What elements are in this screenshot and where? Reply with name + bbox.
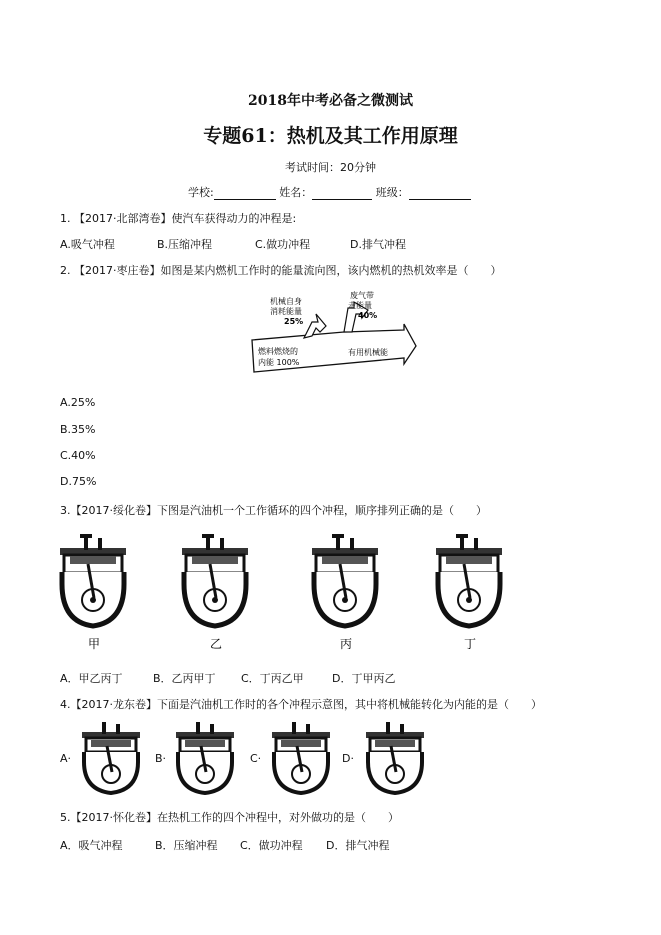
exam-time: 考试时间：20分钟	[285, 161, 376, 174]
q2-option-d[interactable]: D.75%	[60, 475, 97, 488]
q3-option-c[interactable]: C．丁丙乙甲	[241, 672, 304, 685]
mech-loss-line2: 消耗能量	[270, 307, 302, 316]
q1-option-d[interactable]: D.排气冲程	[350, 238, 406, 251]
fuel-line1: 燃料燃烧的	[258, 347, 298, 356]
q3-option-a[interactable]: A．甲乙丙丁	[60, 672, 123, 685]
label-yi: 乙	[210, 637, 223, 651]
q5-option-b[interactable]: B．压缩冲程	[155, 839, 218, 852]
q5-option-c[interactable]: C．做功冲程	[240, 839, 303, 852]
class-blank[interactable]	[409, 187, 471, 200]
engine-ding	[436, 534, 502, 626]
exhaust-line2: 走能量	[348, 301, 372, 310]
name-blank[interactable]	[312, 187, 372, 200]
q4-option-d[interactable]: D·	[342, 752, 354, 765]
info-row	[188, 184, 471, 200]
exhaust-value: 40%	[358, 311, 378, 320]
school-blank[interactable]	[214, 187, 276, 200]
q1-option-a[interactable]: A.吸气冲程	[60, 238, 115, 251]
label-ding: 丁	[464, 637, 477, 651]
q3-option-d[interactable]: D．丁甲丙乙	[332, 672, 396, 685]
q2-stem: 2. 【2017·枣庄卷】如图是某内燃机工作时的能量流向图，该内燃机的热机效率是（ ）	[60, 264, 502, 277]
mech-loss-line1: 机械自身	[270, 297, 302, 306]
fuel-line2: 内能 100%	[258, 358, 300, 367]
mech-loss-value: 25%	[284, 317, 304, 326]
q2-option-b[interactable]: B.35%	[60, 423, 96, 436]
q5-option-d[interactable]: D．排气冲程	[326, 839, 390, 852]
q1-stem: 1. 【2017·北部湾卷】使汽车获得动力的冲程是:	[60, 212, 297, 225]
q4-engine-d	[366, 722, 424, 793]
exam-title: 2018年中考必备之微测试	[248, 93, 413, 109]
q4-engine-c	[272, 722, 330, 793]
q4-option-c[interactable]: C·	[250, 752, 262, 765]
q1-option-c[interactable]: C.做功冲程	[255, 238, 311, 251]
class-label: 班级：	[375, 186, 409, 199]
engine-bing	[312, 534, 378, 626]
q5-option-a[interactable]: A．吸气冲程	[60, 839, 123, 852]
label-bing: 丙	[340, 637, 353, 651]
label-jia: 甲	[88, 637, 101, 651]
q3-stem: 3.【2017·绥化卷】下图是汽油机一个工作循环的四个冲程，顺序排列正确的是（ ）	[60, 504, 487, 517]
school-label: 学校:	[188, 186, 214, 199]
engine-jia	[60, 534, 126, 626]
engine-yi	[182, 534, 248, 626]
exhaust-line1: 废气带	[350, 291, 374, 300]
q4-engine-b	[176, 722, 234, 793]
engine-strokes-figure	[58, 524, 518, 658]
q4-option-a[interactable]: A·	[60, 752, 72, 765]
q5-stem: 5.【2017·怀化卷】在热机工作的四个冲程中，对外做功的是（ ）	[60, 811, 399, 824]
q4-stem: 4.【2017·龙东卷】下面是汽油机工作时的各个冲程示意图，其中将机械能转化为内能的是（ ）	[60, 698, 542, 711]
q3-option-b[interactable]: B．乙丙甲丁	[153, 672, 216, 685]
name-label: 姓名：	[279, 186, 313, 199]
q2-option-a[interactable]: A.25%	[60, 396, 96, 409]
q4-option-b[interactable]: B·	[155, 752, 167, 765]
energy-flow-diagram	[244, 288, 420, 382]
topic-title: 专题61：热机及其工作用原理	[203, 125, 458, 147]
q1-option-b[interactable]: B.压缩冲程	[157, 238, 213, 251]
useful-energy-label: 有用机械能	[348, 348, 388, 357]
q4-engine-a	[82, 722, 140, 793]
q2-option-c[interactable]: C.40%	[60, 449, 96, 462]
